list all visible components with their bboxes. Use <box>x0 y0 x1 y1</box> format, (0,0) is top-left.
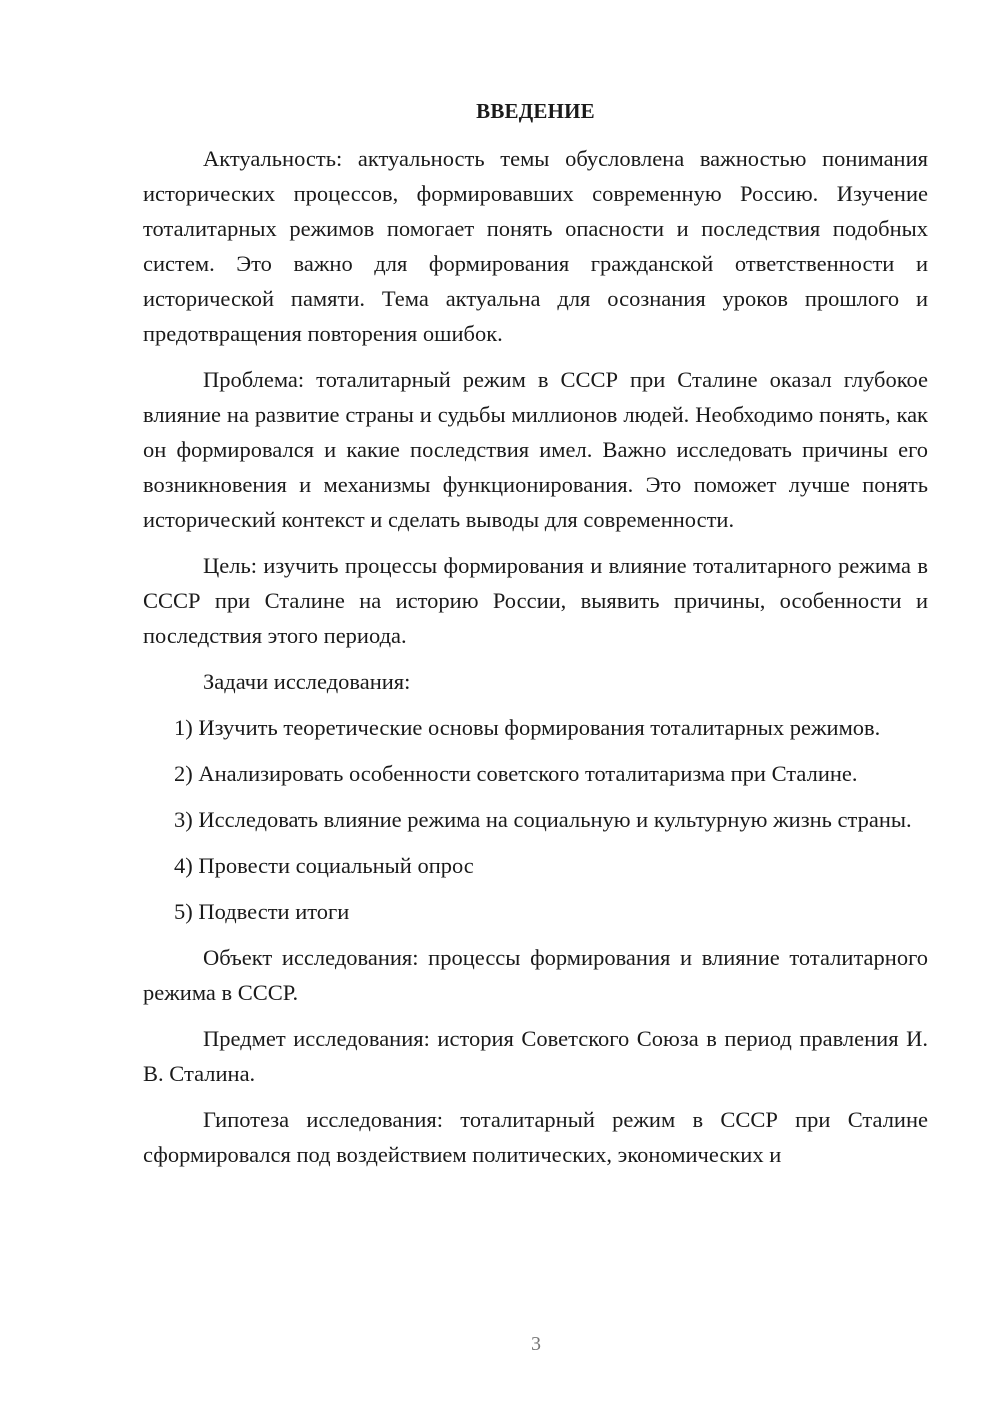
paragraph-hypothesis: Гипотеза исследования: тоталитарный режим в СССР при Сталине сформировался под воздействием политических, экономических и <box>143 1107 928 1167</box>
list-item: 2) Анализировать особенности советского тоталитаризма при Сталине. <box>174 761 858 786</box>
list-item: 1) Изучить теоретические основы формирования тоталитарных режимов. <box>174 715 881 740</box>
paragraph-tasks-heading: Задачи исследования: <box>203 669 411 694</box>
page-title: ВВЕДЕНИЕ <box>476 99 595 123</box>
list-item: 5) Подвести итоги <box>174 899 350 924</box>
paragraph-object: Объект исследования: процессы формирования и влияние тоталитарного режима в СССР. <box>143 945 928 1005</box>
list-item: 4) Провести социальный опрос <box>174 853 474 878</box>
paragraph-goal: Цель: изучить процессы формирования и влияние тоталитарного режима в СССР при Сталине на историю России, выявить причины, особенности и последствия этого периода. <box>143 553 928 648</box>
page-content <box>143 96 928 1183</box>
page-number: 3 <box>531 1333 541 1355</box>
paragraph-subject: Предмет исследования: история Советского Союза в период правления И. В. Сталина. <box>143 1026 928 1086</box>
paragraph-problem: Проблема: тоталитарный режим в СССР при Сталине оказал глубокое влияние на развитие страны и судьбы миллионов людей. Необходимо понять, как он формировался и какие последствия имел. Важно исследовать причины его возникновения и механизмы функционирования. Это поможет лучше понять исторический контекст и сделать выводы для современности. <box>143 367 928 532</box>
paragraph-relevance: Актуальность: актуальность темы обусловлена важностью понимания исторических процессов, формировавших современную Россию. Изучение тоталитарных режимов помогает понять опасности и последствия подобных систем. Это важно для формирования гражданской ответственности и исторической памяти. Тема актуальна для осознания уроков прошлого и предотвращения повторения ошибок. <box>143 146 928 346</box>
list-item: 3) Исследовать влияние режима на социальную и культурную жизнь страны. <box>174 807 912 832</box>
